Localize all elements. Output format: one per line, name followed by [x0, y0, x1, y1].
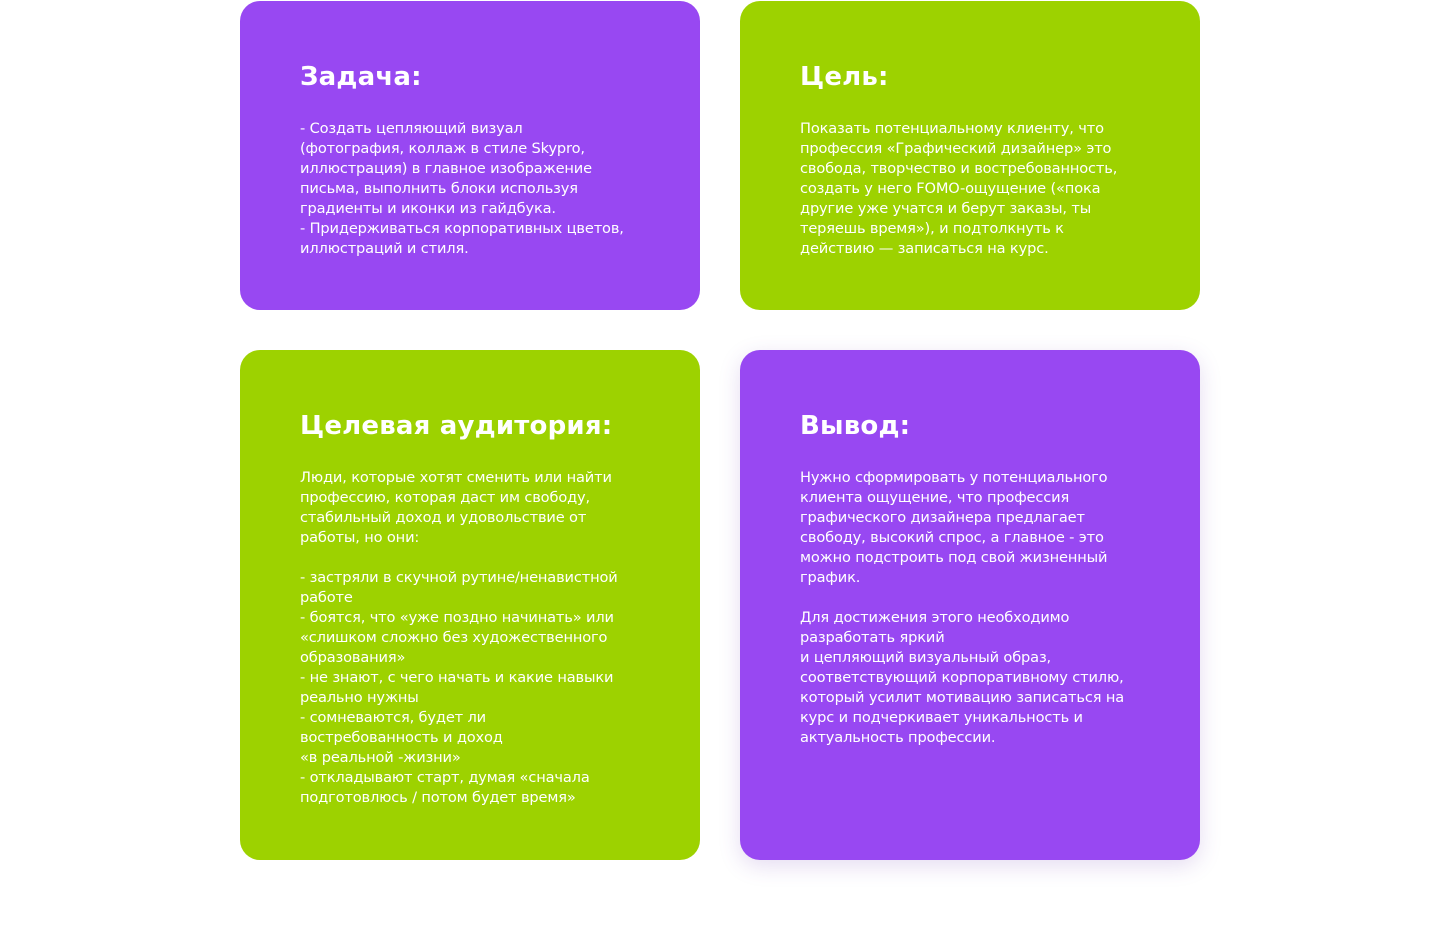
conclusion-card — [740, 350, 1200, 860]
audience-card — [240, 350, 700, 860]
conclusion-title: Вывод: — [800, 411, 911, 441]
goal-card — [740, 1, 1200, 310]
audience-title: Целевая аудитория: — [300, 411, 613, 441]
task-title: Задача: — [300, 62, 422, 92]
audience-text: Люди, которые хотят сменить или найти профессию, которая даст им свободу, стабильный доход и удовольствие от работы, но они: - застряли в скучной рутине/ненавистной работе - боятся, что «уже поздно начинать» или «слишком сложно без художественного образования» - не знают, с чего начать и какие навыки реально нужны - сомневаются, будет ли востребованность и доход «в реальной -жизни» - откладывают старт, думая «сначала подготовлюсь / потом будет время» — [300, 469, 618, 806]
goal-title: Цель: — [800, 62, 889, 92]
task-text: - Создать цепляющий визуал (фотография, коллаж в стиле Skypro, иллюстрация) в главное изображение письма, выполнить блоки используя градиенты и иконки из гайдбука. - Придерживаться корпоративных цветов, иллюстраций и стиля. — [300, 120, 624, 257]
goal-text: Показать потенциальному клиенту, что профессия «Графический дизайнер» это свобода, творчество и востребованность, создать у него FOMO-ощущение («пока другие уже учатся и берут заказы, ты теряешь время»), и подтолкнуть к действию — записаться на курс. — [800, 120, 1118, 257]
task-card — [240, 1, 700, 310]
conclusion-text: Нужно сформировать у потенциального клиента ощущение, что профессия графического дизайнера предлагает свободу, высокий спрос, а главное - это можно подстроить под свой жизненный график. Для достижения этого необходимо разработать яркий и цепляющий визуальный образ, соответствующий корпоративному стилю, который усилит мотивацию записаться на курс и подчеркивает уникальность и актуальность профессии. — [800, 469, 1125, 746]
